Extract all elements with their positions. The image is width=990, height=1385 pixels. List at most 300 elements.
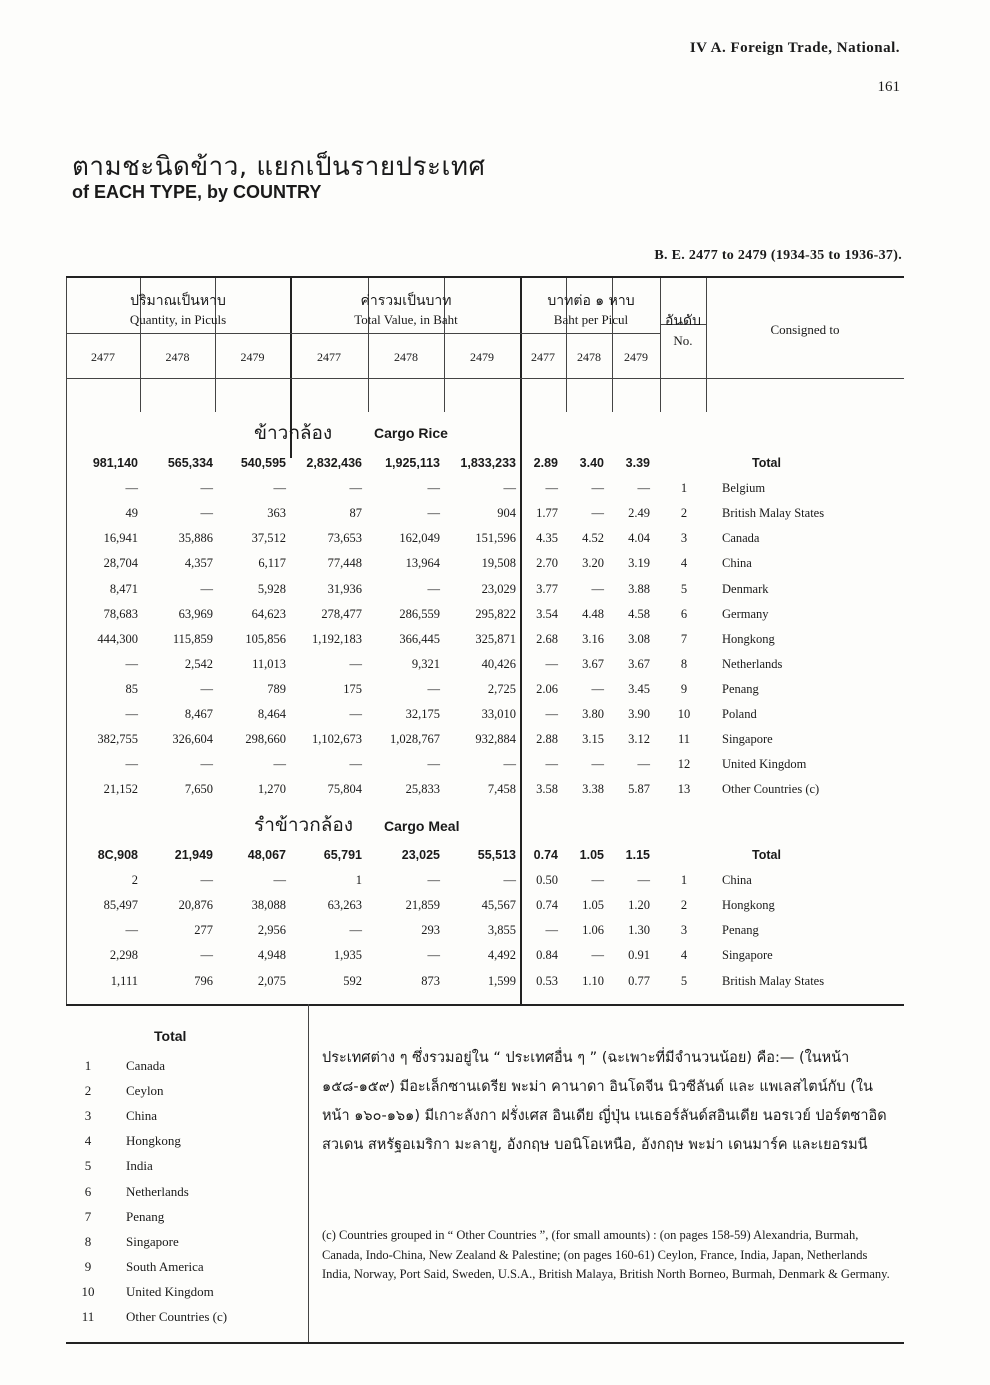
table-cell: 3.58	[536, 782, 558, 797]
table-cell: 277	[194, 923, 213, 938]
list-item	[66, 1158, 306, 1183]
table-cell: —	[200, 948, 213, 963]
table-cell: 78,683	[103, 606, 138, 621]
table-cell: 45,567	[481, 898, 516, 913]
list-item-number: 7	[84, 1208, 92, 1224]
table-cell: —	[427, 948, 440, 963]
country-cell: Hongkong	[722, 898, 775, 913]
title-thai: ตามชะนิดข้าว, แยกเป็นรายประเทศ	[72, 152, 486, 182]
table-cell: 21,152	[103, 782, 138, 797]
rank-cell: 13	[677, 782, 691, 797]
table-cell: —	[273, 757, 286, 772]
table-cell: —	[545, 757, 558, 772]
table-cell: —	[125, 656, 138, 671]
table-cell: —	[591, 581, 604, 596]
table-cell: —	[427, 873, 440, 888]
table-cell: —	[637, 757, 650, 772]
table-cell: 293	[421, 923, 440, 938]
list-item-number: 3	[84, 1108, 92, 1124]
table-row	[66, 502, 904, 527]
table-cell: 3.45	[628, 681, 650, 696]
list-item	[66, 1058, 306, 1083]
table-cell: 38,088	[251, 898, 286, 913]
table-cell: —	[349, 707, 362, 721]
rank-cell: 2	[680, 506, 688, 521]
table-cell: —	[200, 506, 213, 521]
table-cell: —	[591, 873, 604, 888]
list-item	[66, 1259, 306, 1284]
quantity-header: Quantity, in Piculs	[129, 312, 227, 327]
rice-export-table	[66, 276, 904, 1006]
table-cell: 2.06	[536, 681, 558, 696]
table-cell: 28,704	[103, 556, 138, 571]
table-cell: 0.53	[536, 973, 558, 988]
rank-cell: 1	[680, 481, 688, 496]
table-cell: 325,871	[475, 631, 516, 646]
table-cell: 3.80	[582, 707, 604, 721]
list-item-number: 8	[84, 1233, 92, 1249]
table-cell: 1,192,183	[312, 631, 362, 646]
rank-cell: 11	[677, 732, 691, 747]
rank-cell: 8	[680, 656, 688, 671]
table-cell: 75,804	[327, 782, 362, 797]
table-cell: 4.35	[536, 531, 558, 546]
value-header: Total Value, in Baht	[354, 312, 458, 327]
country-cell: British Malay States	[722, 973, 825, 988]
notes-panel	[66, 1004, 904, 1344]
table-cell: 2.68	[536, 631, 558, 646]
table-cell: —	[200, 873, 213, 888]
table-cell: —	[349, 923, 362, 938]
table-cell: —	[125, 923, 138, 938]
list-item	[66, 1108, 306, 1133]
table-cell: 2.88	[536, 732, 558, 747]
table-cell: —	[125, 707, 138, 721]
rank-cell: 2	[680, 898, 688, 913]
table-cell: 796	[194, 973, 213, 988]
table-cell: —	[545, 707, 558, 721]
table-cell: —	[427, 506, 440, 521]
quantity-header-thai: ปริมาณเป็นหาบ	[130, 293, 226, 309]
table-cell: 1.30	[628, 923, 650, 938]
country-cell: Total	[752, 848, 781, 862]
year-header: 2477	[91, 350, 115, 364]
list-item-label: Singapore	[126, 1233, 179, 1249]
table-cell: 4.52	[582, 531, 604, 546]
rank-cell: 12	[677, 757, 691, 772]
table-cell: —	[273, 481, 286, 496]
table-cell: 151,596	[475, 531, 516, 546]
table-cell: 3.67	[628, 656, 650, 671]
table-cell: 2.49	[628, 506, 650, 521]
year-header: 2478	[577, 350, 601, 364]
table-cell: 298,660	[245, 732, 286, 747]
table-cell: 4.04	[628, 531, 650, 546]
table-row	[66, 728, 904, 753]
total-row	[66, 844, 904, 869]
table-cell: 2,725	[487, 681, 516, 696]
table-cell: 1,028,767	[390, 732, 440, 747]
table-cell: 3.20	[582, 556, 604, 571]
country-cell: Denmark	[722, 581, 769, 596]
table-cell: 9,321	[411, 656, 440, 671]
table-cell: 3,855	[487, 923, 516, 938]
table-cell: —	[637, 873, 650, 888]
table-cell: 2,832,436	[306, 456, 362, 470]
table-row	[66, 944, 904, 969]
list-item-label: United Kingdom	[126, 1283, 214, 1299]
table-cell: 1.10	[582, 973, 604, 988]
year-header: 2478	[394, 350, 418, 364]
table-cell: —	[591, 681, 604, 696]
section-title: Cargo Rice	[374, 425, 448, 441]
total-row	[66, 452, 904, 477]
table-cell: 1	[355, 873, 362, 888]
table-cell: 2.89	[533, 456, 558, 470]
table-cell: 7,458	[487, 782, 516, 797]
table-cell: 40,426	[481, 656, 516, 671]
rank-cell: 4	[680, 556, 688, 571]
table-cell: 31,936	[327, 581, 362, 596]
table-cell: 8C,908	[97, 848, 138, 862]
table-cell: 1,111	[110, 973, 138, 988]
table-cell: —	[591, 948, 604, 963]
table-cell: 8,464	[257, 707, 286, 721]
country-cell: Germany	[722, 606, 769, 621]
table-cell: 4.48	[582, 606, 604, 621]
table-cell: —	[427, 481, 440, 496]
table-cell: 13,964	[405, 556, 440, 571]
list-item-label: Hongkong	[126, 1133, 181, 1149]
country-cell: Hongkong	[722, 631, 775, 646]
table-row	[66, 603, 904, 628]
table-cell: 2,075	[257, 973, 286, 988]
table-cell: —	[349, 757, 362, 772]
table-cell: 37,512	[251, 531, 286, 546]
table-cell: 540,595	[240, 456, 286, 470]
list-item-label: South America	[126, 1258, 204, 1274]
table-cell: 2.70	[536, 556, 558, 571]
table-row	[66, 552, 904, 577]
table-cell: 1.77	[536, 506, 558, 521]
table-cell: 1.05	[579, 848, 604, 862]
country-cell: Belgium	[722, 481, 766, 496]
table-row	[66, 527, 904, 552]
table-cell: 25,833	[405, 782, 440, 797]
table-cell: 1,102,673	[312, 732, 362, 747]
table-cell: —	[427, 681, 440, 696]
rank-cell: 10	[677, 707, 691, 721]
table-cell: 0.50	[536, 873, 558, 888]
rank-cell: 7	[680, 631, 688, 646]
table-cell: 3.40	[579, 456, 604, 470]
rank-cell: 1	[680, 873, 688, 888]
country-cell: China	[722, 873, 752, 888]
table-cell: 1.20	[628, 898, 650, 913]
per-picul-header-thai: บาทต่อ ๑ หาบ	[547, 293, 635, 309]
table-cell: 0.74	[536, 898, 558, 913]
country-cell: United Kingdom	[722, 757, 807, 772]
table-cell: 3.39	[625, 456, 650, 470]
table-cell: 565,334	[167, 456, 213, 470]
list-item-label: Penang	[126, 1208, 165, 1224]
list-item-number: 6	[84, 1183, 92, 1199]
table-cell: 932,884	[475, 732, 516, 747]
country-cell: China	[722, 556, 752, 571]
country-cell: Canada	[722, 531, 760, 546]
table-cell: —	[349, 481, 362, 496]
rank-header-thai: อันดับ	[665, 313, 701, 329]
table-cell: 444,300	[97, 631, 138, 646]
list-title: Total	[154, 1028, 187, 1044]
table-cell: 278,477	[321, 606, 362, 621]
list-item-label: Ceylon	[126, 1083, 164, 1099]
table-cell: 55,513	[477, 848, 516, 862]
table-cell: 105,856	[245, 631, 286, 646]
table-cell: 904	[497, 506, 516, 521]
table-cell: —	[503, 481, 516, 496]
table-cell: 63,263	[327, 898, 362, 913]
list-item-label: China	[126, 1108, 158, 1124]
section-title: Cargo Meal	[384, 818, 460, 834]
list-item-number: 4	[84, 1133, 92, 1149]
list-item	[66, 1133, 306, 1158]
table-cell: 2,956	[257, 923, 286, 938]
table-cell: 73,653	[327, 531, 362, 546]
section-title-thai: รำข้าวกล้อง	[254, 814, 354, 836]
table-cell: 65,791	[323, 848, 362, 862]
table-row	[66, 628, 904, 653]
table-cell: 115,859	[172, 631, 213, 646]
year-header: 2479	[624, 350, 648, 364]
table-cell: 326,604	[172, 732, 213, 747]
rank-cell: 5	[680, 581, 688, 596]
per-picul-header: Baht per Picul	[553, 312, 629, 327]
table-cell: 592	[343, 973, 362, 988]
table-row	[66, 919, 904, 944]
table-row	[66, 703, 904, 728]
table-cell: 1,925,113	[385, 456, 440, 470]
table-row	[66, 970, 904, 995]
country-cell: Penang	[722, 681, 759, 696]
footnote-thai: ประเทศต่าง ๆ ซึ่งรวมอยู่ใน “ ประเทศอื่น ๆ ” (ฉะเพาะที่มีจำนวนน้อย) คือ:— (ในหน้า ๑๕๘-๑๕๙) มีอะเล็กซานเดรีย พะม่า คานาดา อินโดจีน นิวซีลันด์ และ แพเลสไตน์กับ (ในหน้า ๑๖๐-๑๖๑) มีเกาะลังกา ฝรั่งเศส อินเดีย ญี่ปุ่น เนเธอร์ลันด์สอินเดีย นอรเวย์ ปอร์ตซาอิด สวเดน สหรัฐอเมริกา มะลายู, อังกฤษ บอนิโอเหนือ, อังกฤษ พะม่า เดนมาร์ค และเยอรมนี	[322, 1050, 887, 1153]
table-cell: 63,969	[178, 606, 213, 621]
country-cell: Other Countries (c)	[722, 782, 820, 797]
table-cell: 85,497	[103, 898, 138, 913]
country-cell: Total	[752, 456, 781, 470]
table-cell: 16,941	[103, 531, 138, 546]
table-cell: 2	[131, 873, 138, 888]
table-cell: 295,822	[475, 606, 516, 621]
country-cell: Singapore	[722, 732, 773, 747]
table-cell: 64,623	[251, 606, 286, 621]
table-cell: 4.58	[628, 606, 650, 621]
table-cell: —	[545, 656, 558, 671]
year-header: 2477	[317, 350, 341, 364]
table-row	[66, 477, 904, 502]
table-cell: 23,025	[401, 848, 440, 862]
table-cell: 7,650	[184, 782, 213, 797]
table-cell: 3.90	[628, 707, 650, 721]
table-cell: 3.54	[536, 606, 558, 621]
running-header: IV A. Foreign Trade, National.	[689, 40, 900, 56]
list-item-number: 1	[84, 1058, 92, 1073]
table-cell: —	[125, 481, 138, 496]
table-cell: 33,010	[481, 707, 516, 721]
table-cell: 1.05	[582, 898, 604, 913]
table-cell: —	[200, 681, 213, 696]
country-cell: Netherlands	[722, 656, 783, 671]
table-row	[66, 678, 904, 703]
page-number: 161	[877, 79, 900, 95]
table-cell: 8,467	[184, 707, 213, 721]
table-cell: 48,067	[247, 848, 286, 862]
table-cell: 4,357	[184, 556, 213, 571]
period-heading: B. E. 2477 to 2479 (1934-35 to 1936-37).	[654, 248, 902, 263]
table-cell: —	[427, 757, 440, 772]
year-header: 2479	[240, 350, 265, 364]
table-cell: 0.84	[536, 948, 558, 963]
table-cell: 87	[349, 506, 362, 521]
table-cell: —	[273, 873, 286, 888]
table-row	[66, 778, 904, 803]
table-cell: —	[200, 581, 213, 596]
table-row	[66, 894, 904, 919]
table-cell: 2,542	[184, 656, 213, 671]
table-cell: 0.74	[533, 848, 558, 862]
table-cell: —	[545, 481, 558, 496]
rank-cell: 3	[680, 531, 688, 546]
table-cell: 8,471	[109, 581, 138, 596]
table-cell: 4,492	[487, 948, 516, 963]
table-cell: 11,013	[252, 656, 286, 671]
table-cell: 1,935	[333, 948, 362, 963]
consigned-header: Consigned to	[770, 322, 840, 337]
rank-cell: 5	[680, 973, 688, 988]
table-cell: 77,448	[327, 556, 362, 571]
table-cell: 3.15	[582, 732, 604, 747]
table-cell: 363	[267, 506, 286, 521]
table-row	[66, 578, 904, 603]
table-cell: 3.38	[582, 782, 604, 797]
country-cell: Penang	[722, 923, 759, 938]
table-cell: 366,445	[399, 631, 440, 646]
table-cell: —	[503, 873, 516, 888]
table-cell: 175	[343, 681, 362, 696]
table-cell: —	[200, 757, 213, 772]
list-item-number: 10	[81, 1283, 95, 1299]
list-item-number: 11	[81, 1309, 95, 1324]
country-cell: British Malay States	[722, 506, 825, 521]
list-item	[66, 1309, 306, 1334]
table-cell: 3.08	[628, 631, 650, 646]
list-item	[66, 1209, 306, 1234]
table-cell: —	[637, 481, 650, 496]
table-cell: 0.91	[628, 948, 650, 963]
table-cell: 3.77	[536, 581, 558, 596]
list-item	[66, 1184, 306, 1209]
table-row	[66, 753, 904, 778]
table-cell: 21,859	[405, 898, 440, 913]
table-cell: 19,508	[481, 556, 516, 571]
table-cell: —	[591, 757, 604, 772]
table-cell: —	[349, 656, 362, 671]
table-cell: 0.77	[628, 973, 650, 988]
table-cell: 873	[421, 973, 440, 988]
table-cell: —	[125, 757, 138, 772]
table-cell: 981,140	[92, 456, 138, 470]
table-cell: 1,833,233	[460, 456, 516, 470]
list-item-number: 5	[84, 1158, 92, 1174]
list-item-number: 9	[84, 1258, 92, 1274]
table-cell: 3.19	[628, 556, 650, 571]
table-cell: 3.88	[628, 581, 650, 596]
section-title-thai: ข้าวกล้อง	[254, 422, 333, 444]
table-cell: 3.12	[628, 732, 650, 747]
table-cell: —	[503, 757, 516, 772]
table-cell: 286,559	[399, 606, 440, 621]
list-item	[66, 1284, 306, 1309]
year-header: 2479	[470, 350, 494, 364]
rank-cell: 6	[680, 606, 688, 621]
year-header: 2478	[165, 350, 190, 364]
rank-header: No.	[673, 333, 693, 348]
country-cell: Poland	[722, 707, 757, 721]
rank-cell: 3	[680, 923, 688, 938]
table-row	[66, 653, 904, 678]
list-item-label: Other Countries (c)	[126, 1309, 228, 1324]
table-cell: 5,928	[257, 581, 286, 596]
table-cell: 20,876	[178, 898, 213, 913]
list-item-label: India	[126, 1158, 153, 1174]
table-cell: 49	[125, 506, 138, 521]
year-header: 2477	[531, 350, 555, 364]
table-cell: 4,948	[257, 948, 286, 963]
table-cell: —	[200, 481, 213, 496]
table-cell: —	[591, 506, 604, 521]
table-cell: —	[427, 581, 440, 596]
table-cell: 162,049	[399, 531, 440, 546]
table-cell: 3.16	[582, 631, 604, 646]
table-cell: 2,298	[109, 948, 138, 963]
list-item-number: 2	[84, 1083, 92, 1099]
table-cell: 23,029	[481, 581, 516, 596]
table-cell: 3.67	[582, 656, 604, 671]
table-cell: —	[591, 481, 604, 496]
table-cell: 1,270	[257, 782, 286, 797]
list-item-label: Netherlands	[126, 1183, 189, 1199]
table-cell: 1.15	[625, 848, 650, 862]
table-cell: 6,117	[258, 556, 286, 571]
table-cell: 382,755	[97, 732, 138, 747]
footnote-english: (c) Countries grouped in “ Other Countries ”, (for small amounts) : (on pages 158-59) Alexandria, Burmah, Canada, Indo-China, New Zealand & Palestine; (on pages 160-61) Ceylon, France, India, Japan, Netherlands India, Norway, Port Said, Sweden, U.S.A., British Malaya, British North Borneo, Burmah, Denmark & Germany.	[322, 1228, 890, 1281]
rank-cell: 9	[680, 681, 688, 696]
country-cell: Singapore	[722, 948, 773, 963]
table-cell: 5.87	[628, 782, 650, 797]
rank-cell: 4	[680, 948, 688, 963]
value-header-thai: ค่ารวมเป็นบาท	[360, 293, 452, 309]
list-item	[66, 1234, 306, 1259]
table-cell: 21,949	[174, 848, 213, 862]
table-row	[66, 869, 904, 894]
table-cell: 32,175	[405, 707, 440, 721]
table-cell: 85	[125, 681, 138, 696]
table-cell: 1.06	[582, 923, 604, 938]
table-cell: 35,886	[178, 531, 213, 546]
list-item	[66, 1083, 306, 1108]
table-cell: 1,599	[487, 973, 516, 988]
title-english: of EACH TYPE, by COUNTRY	[72, 182, 322, 202]
